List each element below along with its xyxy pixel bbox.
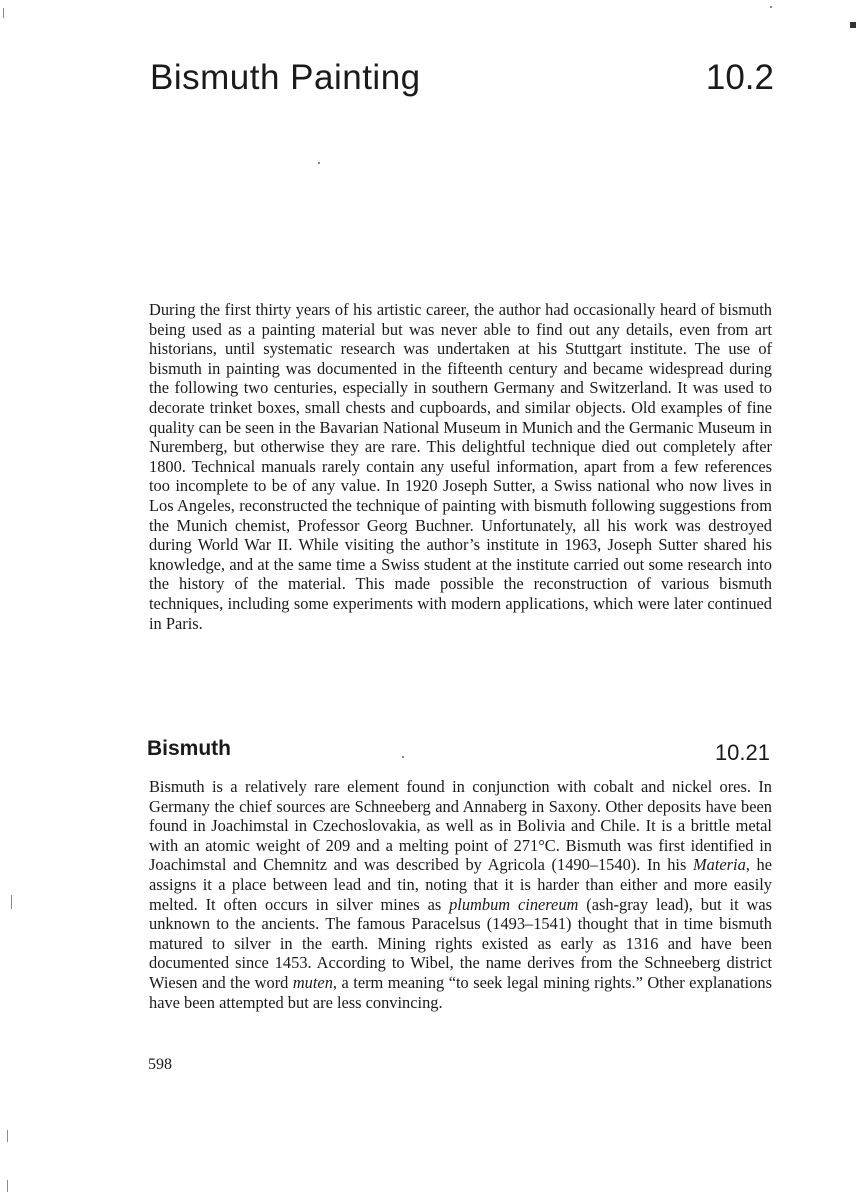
italic-term-plumbum-cinereum: plumbum cinereum — [449, 894, 579, 914]
page-number: 598 — [148, 1056, 172, 1073]
section-title: Bismuth — [147, 737, 231, 760]
scan-speck — [850, 22, 856, 28]
scan-speck — [11, 895, 12, 909]
section-paragraph — [149, 777, 772, 1012]
scan-speck — [7, 1180, 8, 1192]
intro-paragraph: During the first thirty years of his artistic career, the author had occasionally heard of bismuth being used as a painting material but was never able to find out any details, even from art historians, until systematic research was undertaken at his Stuttgart institute. The use of bismuth in painting was documented in the fifteenth century and became widespread during the following two centuries, especially in southern Germany and Switzerland. It was used to decorate trinket boxes, small chests and cupboards, and similar objects. Old examples of fine quality can be seen in the Bavarian National Museum in Munich and the Germanic Museum in Nuremberg, but otherwise they are rare. This delightful technique died out completely after 1800. Technical manuals rarely contain any useful information, apart from a few references too incomplete to be of any value. In 1920 Joseph Sutter, a Swiss national who now lives in Los Angeles, reconstructed the technique of painting with bismuth following suggestions from the Munich chemist, Professor Georg Buchner. Unfortunately, all his work was destroyed during World War II. While visiting the author’s institute in 1963, Joseph Sutter shared his knowledge, and at the same time a Swiss student at the institute carried out some research into the history of the material. This made possible the reconstruction of various bismuth techniques, including some experiments with modern applications, which were later continued in Paris. — [149, 300, 772, 633]
scan-speck — [770, 6, 772, 8]
section-text-part-1: Bismuth is a relatively rare element found in conjunction with cobalt and nickel ores. In Germany the chief sources are Schneeberg and Annaberg in Saxony. Other deposits have been found in Joachimstal in Czechoslovakia, as well as in Bolivia and Chile. It is a brittle metal with an atomic weight of 209 and a melting point of 271°C. Bismuth was first identified in Joachimstal and Chemnitz and was described by Agricola (1490–1540). In his — [149, 777, 772, 875]
section-text-part-3: (ash-gray lead), but it was unknown to the ancients. The famous Paracelsus (1493–1541) thought that in time bismuth matured to silver in the earth. Mining rights existed as early as 1316 and have been documented since 1453. According to Wibel, the name derives from the Schneeberg district Wiesen and the word — [149, 894, 773, 992]
scan-speck — [7, 1130, 8, 1142]
section-text-part-4: , a term meaning “to seek legal mining rights.” Other explanations have been attempted but are less convincing. — [149, 972, 772, 1012]
scan-speck — [3, 8, 4, 18]
italic-term-materia: Materia — [692, 855, 746, 875]
scan-speck — [402, 756, 404, 758]
chapter-title: Bismuth Painting — [150, 58, 421, 97]
scan-speck — [318, 162, 320, 164]
chapter-number: 10.2 — [705, 58, 774, 97]
italic-term-muten: muten — [292, 972, 333, 992]
section-text-part-2: , he assigns it a place between lead and tin, noting that it is harder than either and more easily melted. It often occurs in silver mines as — [149, 855, 772, 914]
section-number: 10.21 — [714, 740, 770, 765]
